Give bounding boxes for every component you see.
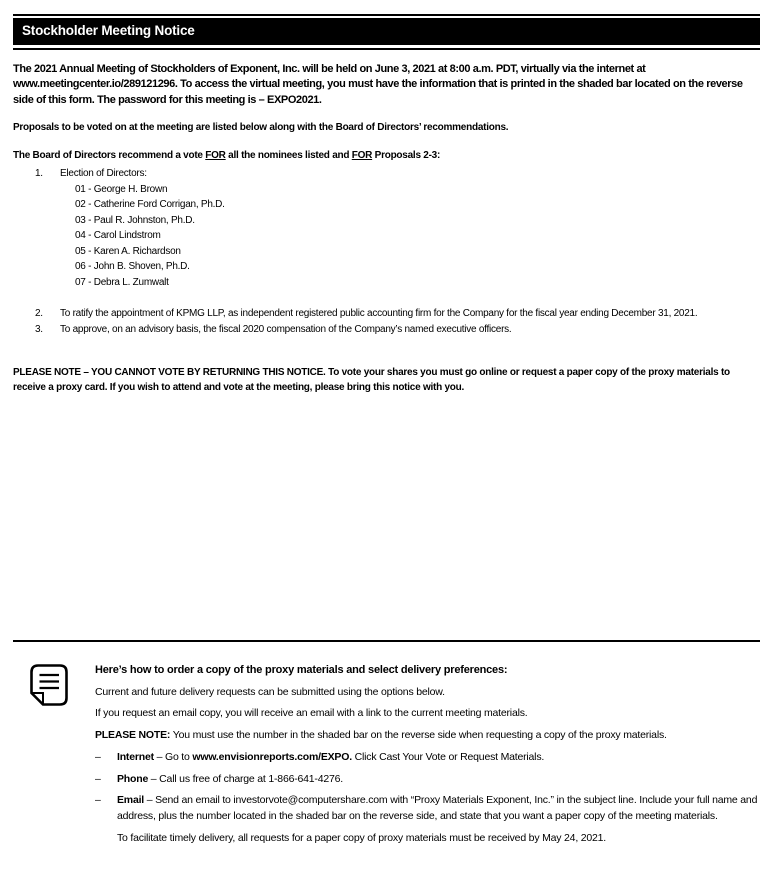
title-bar	[13, 18, 760, 45]
nominee-item: 07 - Debra L. Zumwalt	[75, 276, 169, 288]
bullet-dash: –	[95, 772, 101, 785]
nominee-item: 03 - Paul R. Johnston, Ph.D.	[75, 214, 195, 226]
deadline-note: To facilitate timely delivery, all requests for a paper copy of proxy materials must be received by May 24, 2021.	[117, 831, 607, 844]
board-recommendation	[13, 149, 760, 164]
page-title: Stockholder Meeting Notice	[22, 23, 195, 38]
bullet-dash: –	[95, 750, 101, 763]
please-note-text: You must use the number in the shaded bar on the reverse side when requesting a copy of the proxy materials.	[170, 729, 667, 741]
phone-option	[95, 772, 758, 788]
bullet-dash: –	[95, 794, 101, 807]
nominee-item: 04 - Carol Lindstrom	[75, 230, 161, 242]
email-label: Email	[117, 794, 145, 807]
internet-label: Internet	[117, 750, 154, 763]
section-divider	[13, 640, 760, 642]
order-text-column	[95, 662, 760, 853]
proposals-list	[13, 166, 760, 337]
proposals-note: Proposals to be voted on at the meeting are listed below along with the Board of Directors’ recommendations.	[13, 122, 509, 134]
email-sep: –	[144, 794, 156, 807]
cannot-vote-note: PLEASE NOTE – YOU CANNOT VOTE BY RETURNING THIS NOTICE. To vote your shares you must go online or request a paper copy of the proxy materials to receive a proxy card. If you wish to attend and vote at the meeting, please bring this notice with you.	[13, 367, 730, 394]
email-option	[95, 793, 758, 825]
document-icon	[30, 664, 68, 711]
order-line-2: If you request an email copy, you will receive an email with a link to the current meeting materials.	[95, 707, 528, 720]
proposal-3-number: 3.	[35, 323, 43, 335]
email-text: Send an email to investorvote@computershare.com with “Proxy Materials Exponent, Inc.” in the subject line. Include your full name and address, plus the number located in the shaded bar on the reverse side, and state that you want a paper copy of the meeting materials.	[117, 794, 760, 822]
nominee-item: 06 - John B. Shoven, Ph.D.	[75, 261, 190, 273]
phone-label: Phone	[117, 772, 149, 785]
internet-pre: Go to	[164, 750, 193, 763]
recommendation-mid: all the nominees listed and	[225, 149, 352, 161]
icon-column	[13, 662, 95, 853]
meeting-intro-paragraph: The 2021 Annual Meeting of Stockholders of Exponent, Inc. will be held on June 3, 2021 at 8:00 a.m. PDT, virtually via the internet at www.meetingcenter.io/289121296. To access the virtual meeting, you must have the information that is printed in the shaded bar located on the reverse side of this form. The password for this meeting is – EXPO2021.	[13, 63, 743, 106]
proposal-3-text: To approve, on an advisory basis, the fiscal 2020 compensation of the Company’s named executive officers.	[60, 323, 512, 335]
order-note	[95, 728, 758, 744]
proposal-item-1	[13, 166, 760, 290]
please-note-label: PLEASE NOTE:	[95, 729, 171, 741]
notice-header	[13, 14, 760, 50]
nominee-list	[75, 182, 760, 291]
header-bottom-rule	[13, 48, 760, 50]
phone-sep: –	[148, 772, 160, 785]
for-emphasis-1: FOR	[205, 149, 226, 161]
order-heading: Here’s how to order a copy of the proxy materials and select delivery preferences:	[95, 664, 508, 676]
proposal-item-3	[13, 322, 760, 338]
order-materials-section	[13, 640, 760, 853]
recommendation-post: Proposals 2-3:	[372, 149, 441, 161]
phone-text: Call us free of charge at 1-866-641-4276.	[159, 772, 344, 785]
internet-post: Click Cast Your Vote or Request Materials.	[351, 750, 545, 763]
nominee-item: 01 - George H. Brown	[75, 183, 168, 195]
recommendation-pre: The Board of Directors recommend a vote	[13, 149, 206, 161]
proposal-item-2	[13, 306, 760, 322]
proposal-2-text: To ratify the appointment of KPMG LLP, as independent registered public accounting firm for the Company for the fiscal year ending December 31, 2021.	[60, 308, 698, 320]
nominee-item: 02 - Catherine Ford Corrigan, Ph.D.	[75, 199, 225, 211]
proposal-1-number: 1.	[35, 168, 43, 180]
proposal-2-number: 2.	[35, 308, 43, 320]
for-emphasis-2: FOR	[351, 149, 373, 161]
nominee-item: 05 - Karen A. Richardson	[75, 245, 181, 257]
internet-sep: –	[153, 750, 165, 763]
top-rule	[13, 14, 760, 16]
envisionreports-url: www.envisionreports.com/EXPO.	[192, 750, 352, 763]
proposal-1-title: Election of Directors:	[60, 168, 147, 180]
internet-option	[95, 750, 758, 766]
order-line-1: Current and future delivery requests can be submitted using the options below.	[95, 685, 445, 698]
